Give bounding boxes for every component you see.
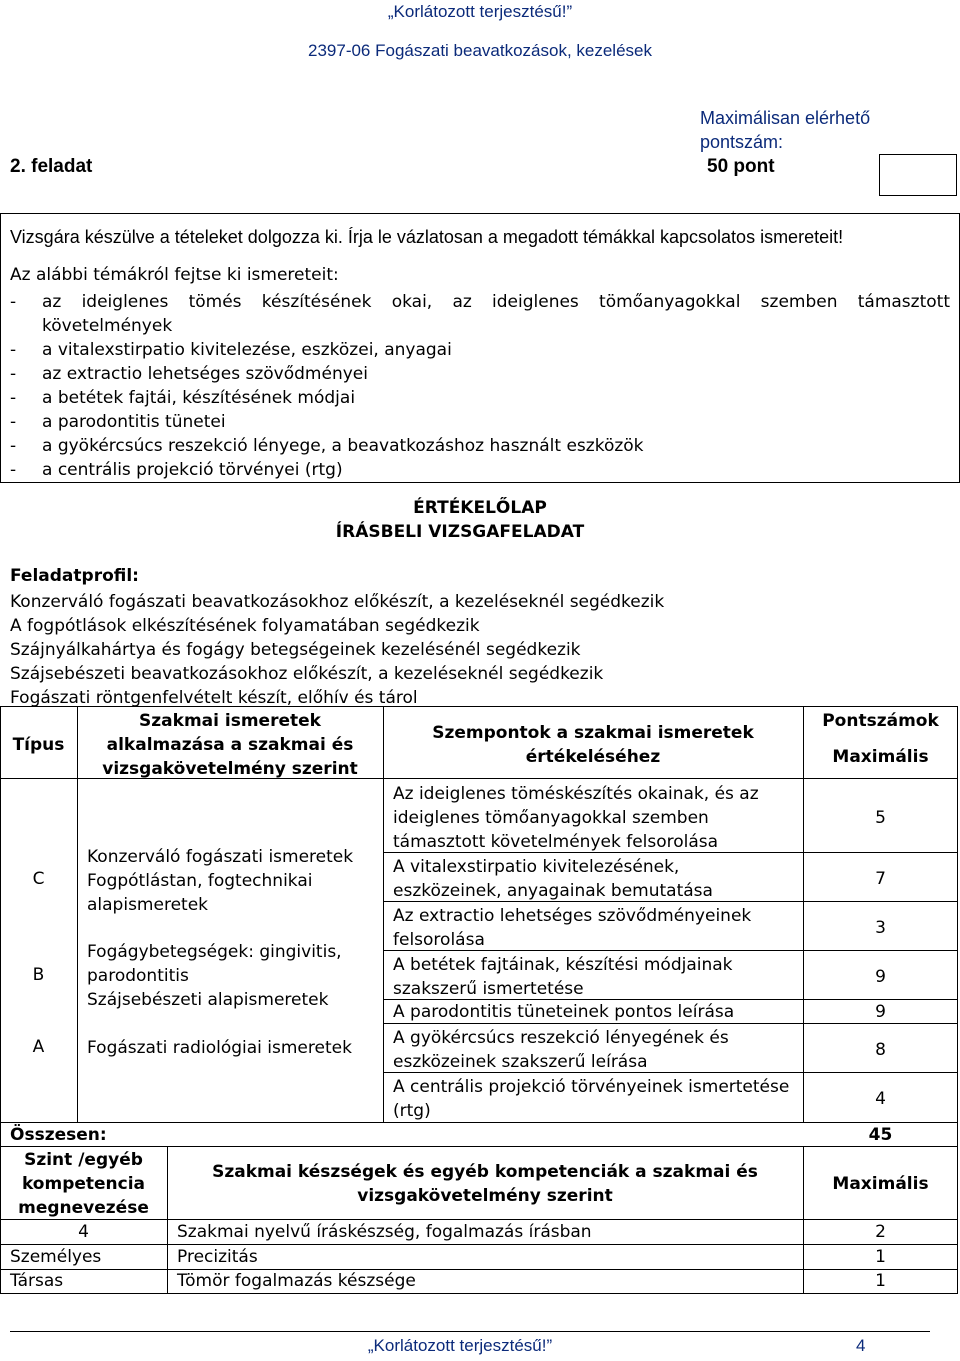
criterion-line: felsorolása: [393, 930, 485, 950]
criterion-line: Az ideiglenes töméskészítés okainak, és az: [393, 784, 759, 804]
competence-points: 2: [875, 1222, 886, 1242]
head-szakmai-2: alkalmazása a szakmai és: [106, 735, 354, 755]
list-item: - a parodontitis tünetei: [10, 412, 226, 432]
head-level-1: Szint /egyéb: [24, 1150, 143, 1170]
list-item: - az ideiglenes tömés készítésének okai, az ideiglenes tömőanyagokkal szemben támasztott: [10, 292, 950, 312]
knowledge-item: parodontitis: [87, 966, 189, 986]
module-title: 2397-06 Fogászati beavatkozások, kezelések: [308, 41, 652, 60]
profile-label: Feladatprofil:: [10, 566, 139, 586]
head-skill-2: vizsgakövetelmény szerint: [357, 1186, 613, 1206]
criterion-line: támasztott követelmények felsorolása: [393, 832, 719, 852]
max-value: 50 pont: [707, 156, 775, 177]
topic-list: [10, 290, 950, 482]
profile-item: Fogászati röntgenfelvételt készít, előhív és tárol: [10, 688, 418, 708]
list-item: - a gyökércsúcs reszekció lényege, a beavatkozáshoz használt eszközök: [10, 436, 644, 456]
knowledge-item: Fogászati radiológiai ismeretek: [87, 1038, 352, 1058]
list-item: - a betétek fajtái, készítésének módjai: [10, 388, 356, 408]
restricted-header: „Korlátozott terjesztésű!”: [387, 2, 573, 21]
criterion-line: A centrális projekció törvényeinek ismertetése: [393, 1077, 790, 1097]
criterion-line: A gyökércsúcs reszekció lényegének és: [393, 1028, 729, 1048]
head-level-3: megnevezése: [18, 1198, 149, 1218]
criterion-line: A betétek fajtáinak, készítési módjainak: [393, 955, 733, 975]
criterion-line: ideiglenes tömőanyagokkal szemben: [393, 808, 709, 828]
type-a: A: [32, 1037, 45, 1057]
criterion-line: szakszerű ismertetése: [393, 979, 584, 999]
head-szakmai-3: vizsgakövetelmény szerint: [102, 759, 358, 779]
knowledge-item: Fogágybetegségek: gingivitis,: [87, 942, 342, 962]
criterion-points: 3: [875, 918, 886, 938]
competence-level: Társas: [10, 1271, 64, 1291]
criterion-line: A parodontitis tüneteinek pontos leírása: [393, 1002, 735, 1022]
head-szempont-1: Szempontok a szakmai ismeretek: [432, 723, 754, 743]
profile-item: Szájsebészeti beavatkozásokhoz előkészít, a kezeléseknél segédkezik: [10, 664, 604, 684]
head-maximalis: Maximális: [832, 747, 929, 767]
competence-skill: Tömör fogalmazás készsége: [177, 1271, 416, 1291]
head-skill-1: Szakmai készségek és egyéb kompetenciák a szakmai és: [212, 1162, 758, 1182]
knowledge-item: Konzerváló fogászati ismeretek: [87, 847, 354, 867]
score-box[interactable]: [879, 154, 957, 196]
type-b: B: [32, 965, 45, 985]
knowledge-item: alapismeretek: [87, 895, 208, 915]
head-pontszamok: Pontszámok: [822, 711, 939, 731]
criterion-line: Az extractio lehetséges szövődményeinek: [393, 906, 752, 926]
criterion-line: A vitalexstirpatio kivitelezésének,: [393, 857, 680, 877]
head-tipus: Típus: [12, 735, 65, 755]
head-szempont-2: értékeléséhez: [525, 747, 661, 767]
task-label: 2. feladat: [10, 156, 93, 177]
list-item-cont: követelmények: [42, 316, 173, 336]
criterion-line: (rtg): [393, 1101, 431, 1121]
total-label: Összesen:: [10, 1125, 107, 1145]
page-number: 4: [856, 1336, 866, 1355]
eval-title: ÉRTÉKELŐLAP: [413, 498, 547, 518]
total-value: 45: [868, 1125, 893, 1145]
criterion-points: 5: [875, 808, 886, 828]
profile-item: A fogpótlások elkészítésének folyamatában segédkezik: [10, 616, 480, 636]
competence-points: 1: [875, 1247, 886, 1267]
competence-level: Személyes: [10, 1247, 102, 1267]
instruction: Vizsgára készülve a tételeket dolgozza ki. Írja le vázlatosan a megadott témákkal kapcsolatos ismereteit!: [10, 227, 844, 247]
head-szakmai-1: Szakmai ismeretek: [139, 711, 321, 731]
knowledge-item: Szájsebészeti alapismeretek: [87, 990, 329, 1010]
max-label-1: Maximálisan elérhető: [700, 108, 871, 128]
criterion-points: 4: [875, 1089, 886, 1109]
competence-level: 4: [78, 1222, 89, 1242]
criterion-points: 9: [875, 1002, 886, 1022]
footer-rule: [10, 1331, 930, 1332]
topics-intro: Az alábbi témákról fejtse ki ismereteit:: [10, 265, 339, 285]
list-item: - az extractio lehetséges szövődményei: [10, 364, 368, 384]
type-c: C: [32, 869, 45, 889]
competence-points: 1: [875, 1271, 886, 1291]
profile-list: [10, 590, 664, 710]
criterion-line: eszközeinek, anyagainak bemutatása: [393, 881, 713, 901]
head-level-2: kompetencia: [21, 1174, 146, 1194]
list-item: - a centrális projekció törvényei (rtg): [10, 460, 343, 480]
max-label-2: pontszám:: [700, 132, 784, 152]
competence-skill: Precizitás: [177, 1247, 258, 1267]
criterion-line: eszközeinek szakszerű leírása: [393, 1052, 648, 1072]
profile-item: Konzerváló fogászati beavatkozásokhoz előkészít, a kezeléseknél segédkezik: [10, 592, 665, 612]
list-item: - a vitalexstirpatio kivitelezése, eszközei, anyagai: [10, 340, 452, 360]
criterion-points: 9: [875, 967, 886, 987]
restricted-footer: „Korlátozott terjesztésű!”: [367, 1336, 553, 1355]
knowledge-item: Fogpótlástan, fogtechnikai: [87, 871, 313, 891]
head-max-2: Maximális: [832, 1174, 929, 1194]
criterion-points: 8: [875, 1040, 886, 1060]
criterion-points: 7: [875, 869, 886, 889]
eval-subtitle: ÍRÁSBELI VIZSGAFELADAT: [335, 522, 585, 542]
competence-skill: Szakmai nyelvű íráskészség, fogalmazás írásban: [177, 1222, 592, 1242]
profile-item: Szájnyálkahártya és fogágy betegségeinek kezelésénél segédkezik: [10, 640, 581, 660]
